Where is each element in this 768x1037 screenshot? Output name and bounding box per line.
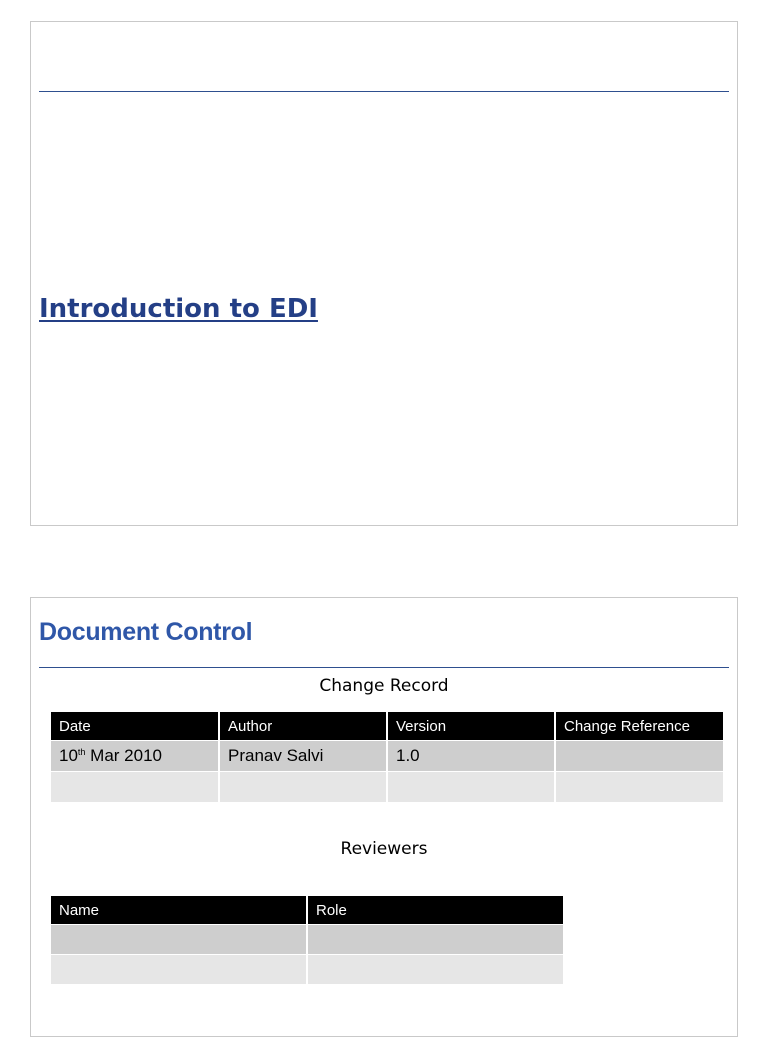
title-slide — [30, 21, 738, 526]
change-record-heading: Change Record — [319, 676, 449, 696]
column-header-date: Date — [51, 712, 219, 741]
author-cell — [219, 772, 387, 803]
name-cell — [51, 925, 307, 955]
date-day: 10 — [59, 746, 78, 765]
table-header-row — [51, 896, 563, 925]
version-cell — [387, 772, 555, 803]
version-cell: 1.0 — [387, 741, 555, 772]
name-cell — [51, 955, 307, 985]
column-header-name: Name — [51, 896, 307, 925]
reviewers-heading: Reviewers — [340, 839, 428, 859]
column-header-author: Author — [219, 712, 387, 741]
presentation-title: Introduction to EDI — [39, 294, 318, 324]
table-header-row — [51, 712, 723, 741]
date-rest: Mar 2010 — [85, 746, 162, 765]
table-row — [51, 925, 563, 955]
date-cell — [51, 741, 219, 772]
date-cell — [51, 772, 219, 803]
date-suffix: th — [77, 747, 86, 757]
author-cell: Pranav Salvi — [219, 741, 387, 772]
table-row — [51, 741, 723, 772]
header-rule — [39, 667, 729, 668]
column-header-role: Role — [307, 896, 563, 925]
change-reference-cell — [555, 772, 723, 803]
role-cell — [307, 925, 563, 955]
header-rule — [39, 91, 729, 92]
slide-title: Document Control — [39, 618, 253, 646]
reviewers-table — [51, 896, 563, 984]
change-reference-cell — [555, 741, 723, 772]
table-row — [51, 955, 563, 985]
change-record-table — [51, 712, 723, 802]
document-control-slide — [30, 597, 738, 1037]
table-row — [51, 772, 723, 803]
role-cell — [307, 955, 563, 985]
column-header-version: Version — [387, 712, 555, 741]
column-header-change-reference: Change Reference — [555, 712, 723, 741]
